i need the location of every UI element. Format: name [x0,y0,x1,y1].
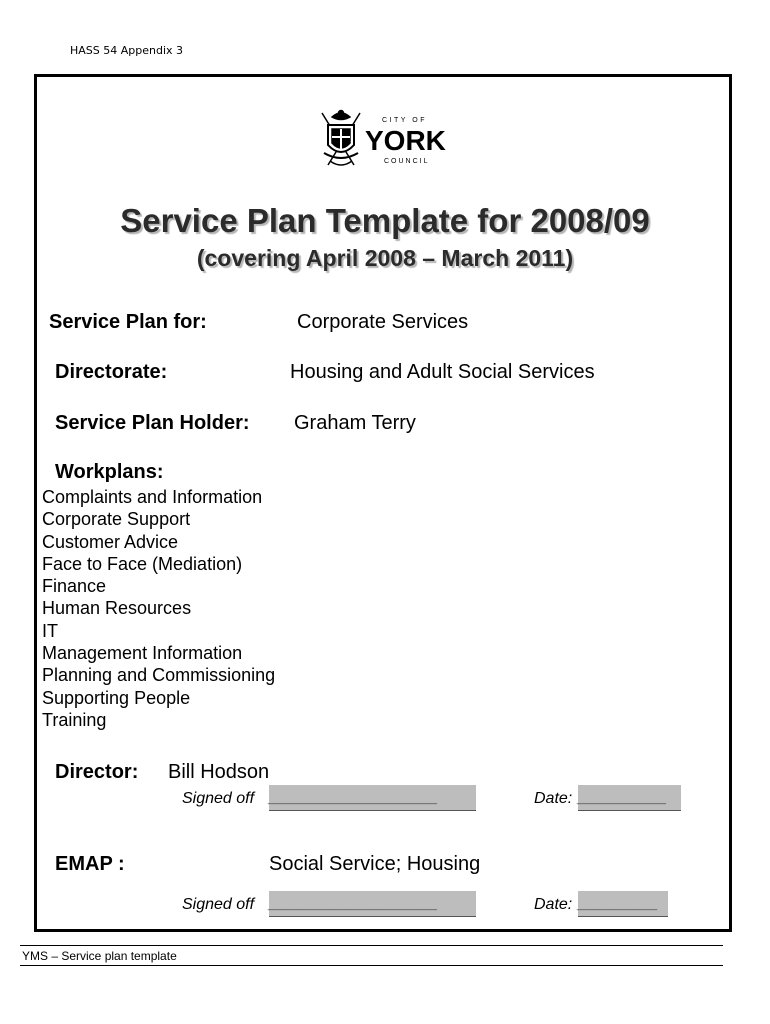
director-label: Director: [55,761,139,783]
emap-value: Social Service; Housing [269,853,481,875]
footer-divider-bottom [20,965,723,966]
service-plan-for-value: Corporate Services [297,311,469,333]
coat-of-arms-icon [322,111,360,166]
footer-text: YMS – Service plan template [22,949,177,963]
emap-label: EMAP : [55,853,125,875]
plan-holder-label: Service Plan Holder: [55,412,250,434]
director-date-line: __________ [578,789,667,806]
logo-york: YORK [365,125,446,156]
emap-signature-line: ___________________ [269,895,439,912]
emap-signature-field[interactable] [269,891,476,917]
york-council-logo [318,107,454,171]
workplan-item: Supporting People [42,687,191,708]
footer-divider-top [20,945,723,946]
service-plan-for-label: Service Plan for: [49,311,207,333]
logo-council: COUNCIL [384,158,430,165]
plan-holder-value: Graham Terry [294,412,416,434]
emap-date-label: Date: [534,896,573,913]
logo-city-of: CITY OF [382,117,427,124]
director-signature-field[interactable] [269,785,476,811]
workplan-item: Planning and Commissioning [42,665,276,686]
workplan-item: Finance [42,576,107,597]
director-value: Bill Hodson [168,761,270,783]
directorate-value: Housing and Adult Social Services [290,361,595,383]
director-signed-off-label: Signed off [182,790,255,807]
workplan-item: Training [42,709,107,730]
directorate-label: Directorate: [55,361,168,383]
workplan-item: Management Information [42,643,243,664]
director-date-label: Date: [534,790,573,807]
workplan-item: IT [42,620,58,641]
workplans-label: Workplans: [55,461,164,483]
workplan-item: Complaints and Information [42,487,263,507]
workplan-item: Corporate Support [42,509,191,530]
page-subtitle: (covering April 2008 – March 2011) [196,245,574,271]
emap-signed-off-label: Signed off [182,896,255,913]
emap-date-line: _________ [578,895,659,912]
workplan-item: Human Resources [42,598,192,619]
document-reference: HASS 54 Appendix 3 [70,44,184,57]
workplans-list [42,486,275,731]
director-date-field[interactable] [578,785,681,811]
emap-date-field[interactable] [578,891,668,917]
workplan-item: Customer Advice [42,531,179,552]
director-signature-line: ___________________ [269,789,439,806]
workplan-item: Face to Face (Mediation) [42,553,243,574]
page-title: Service Plan Template for 2008/09 [120,202,650,239]
